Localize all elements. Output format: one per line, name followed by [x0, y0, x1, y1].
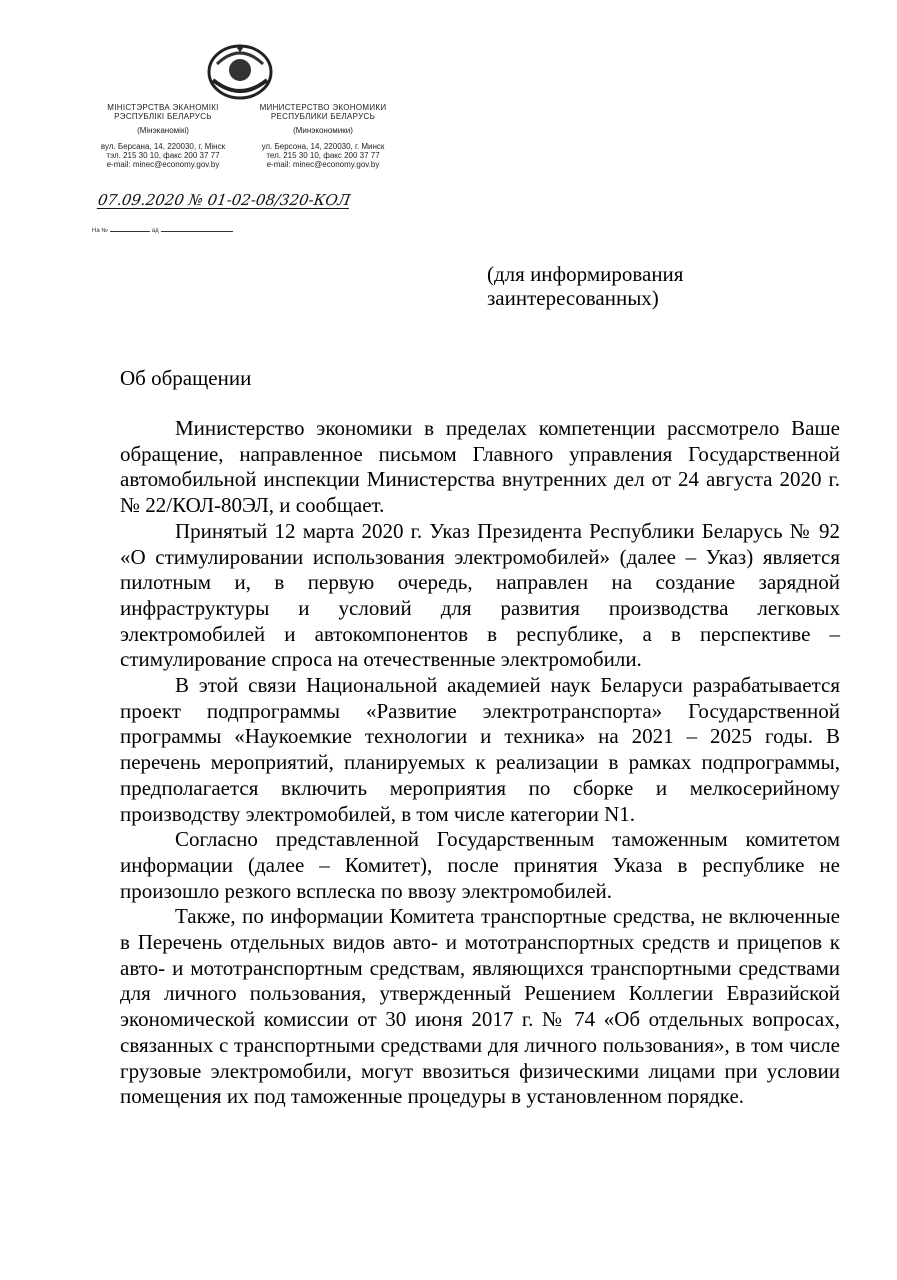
address: вул. Берсана, 14, 220030, г. Мінск: [100, 142, 226, 151]
header-left-belarusian: [88, 103, 238, 169]
ref-from: ад: [151, 228, 159, 234]
subject: Об обращении: [120, 366, 252, 390]
paragraph: Также, по информации Комитета транспортные средства, не включенные в Перечень отдельных видов авто- и мототранспортных средств и прицепов к авто- и мототранспортным средствам, являющихся транспортными средствами для личного пользования, утвержденный Решением Коллегии Евразийской экономической комиссии от 30 июня 2017 г. № 74 «Об отдельных вопросах, связанных с транспортными средствами для личного пользования», в том числе грузовые электромобили, могут ввозиться физическими лицами при условии помещения их под таможенные процедуры в установленном порядке.: [120, 904, 840, 1109]
letter-body: [120, 416, 840, 1110]
org-name-line1: МИНИСТЕРСТВО ЭКОНОМИКИ: [259, 103, 387, 112]
email: e-mail: minec@economy.gov.by: [106, 160, 220, 169]
phone: тэл. 215 30 10, факс 200 37 77: [106, 151, 220, 160]
recipient-line: заинтересованных): [487, 286, 659, 310]
org-name-line2: РЭСПУБЛІКІ БЕЛАРУСЬ: [114, 112, 212, 121]
header-right-russian: [248, 103, 398, 169]
registration-number: 07.09.2020 № 01-02-08/320-КОЛ: [96, 191, 352, 209]
org-short-name: (Минэкономики): [293, 126, 353, 135]
ref-label: На №: [92, 228, 108, 234]
recipient-line: (для информирования: [487, 262, 684, 286]
recipient: [487, 262, 683, 310]
email: e-mail: minec@economy.gov.by: [266, 160, 380, 169]
address: ул. Берсона, 14, 220030, г. Минск: [261, 142, 385, 151]
state-emblem-icon: [207, 44, 273, 100]
paragraph: Согласно представленной Государственным таможенным комитетом информации (далее – Комитет), после принятия Указа в республике не произошло резкого всплеска по ввозу электромобилей.: [120, 827, 840, 903]
org-name-line2: РЕСПУБЛИКИ БЕЛАРУСЬ: [270, 112, 376, 121]
org-short-name: (Мінэканомікі): [137, 126, 189, 135]
paragraph: Министерство экономики в пределах компетенции рассмотрело Ваше обращение, направленное письмом Главного управления Государственной автомобильной инспекции Министерства внутренних дел от 24 августа 2020 г. № 22/КОЛ-80ЭЛ, и сообщает.: [120, 416, 840, 518]
paragraph: В этой связи Национальной академией наук Беларуси разрабатывается проект подпрограммы «Развитие электротранспорта» Государственной программы «Наукоемкие технологии и техника» на 2021 – 2025 годы. В перечень мероприятий, планируемых к реализации в рамках подпрограммы, предполагается включить мероприятия по сборке и мелкосерийному производству электромобилей, в том числе категории N1.: [120, 673, 840, 826]
org-name-line1: МІНІСТЭРСТВА ЭКАНОМІКІ: [107, 103, 219, 112]
reference-line: [92, 228, 235, 234]
paragraph: Принятый 12 марта 2020 г. Указ Президента Республики Беларусь № 92 «О стимулировании использования электромобилей» (далее – Указ) является пилотным и, в первую очередь, направлен на создание зарядной инфраструктуры и условий для развития производства легковых электромобилей и автокомпонентов в республике, а в перспективе – стимулирование спроса на отечественные электромобили.: [120, 518, 840, 672]
phone: тел. 215 30 10, факс 200 37 77: [266, 151, 380, 160]
